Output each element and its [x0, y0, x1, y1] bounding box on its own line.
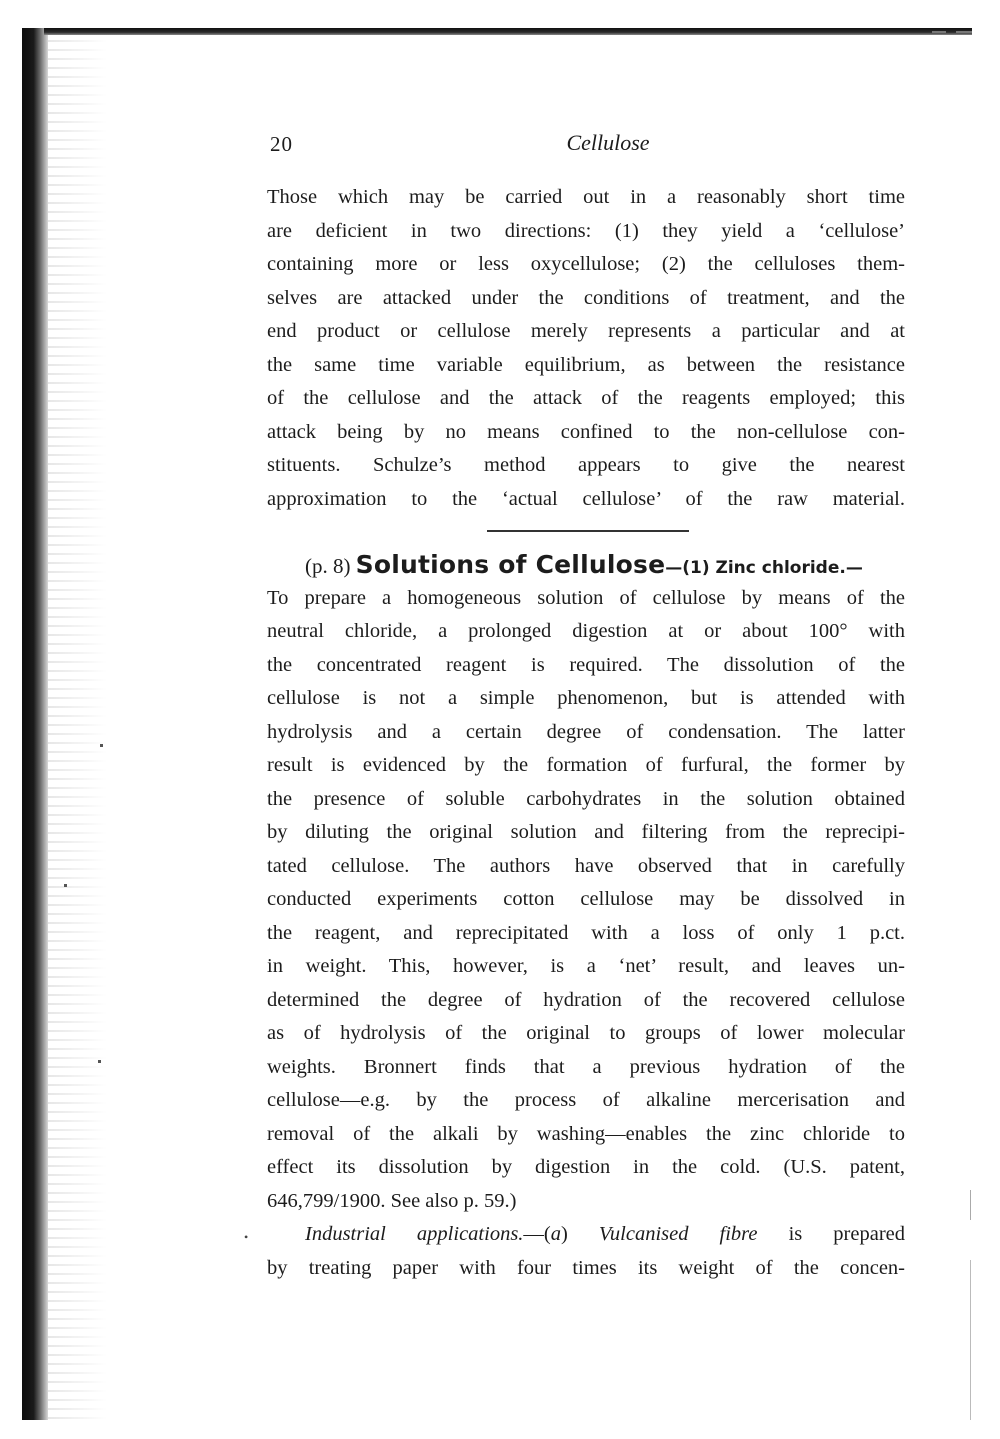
- text-line: attack being by no means confined to the non-cellulose con-: [267, 420, 905, 443]
- paren-close: ): [561, 1223, 599, 1245]
- industrial-applications-line: [267, 1218, 905, 1252]
- industrial-applications-lead: Industrial applications.: [305, 1223, 524, 1245]
- text-line: weights. Bronnert finds that a previous hydration of the: [267, 1055, 905, 1078]
- text-line: removal of the alkali by washing—enables the zinc chloride to: [267, 1122, 905, 1145]
- text-line: cellulose—e.g. by the process of alkaline mercerisation and: [267, 1089, 905, 1111]
- text-line: hydrolysis and a certain degree of condensation. The latter: [267, 720, 905, 743]
- paragraph-continuation: [267, 181, 905, 516]
- text-line: by diluting the original solution and filtering from the reprecipi-: [267, 821, 905, 843]
- section-subhead: —(1) Zinc chloride.—: [665, 558, 863, 578]
- text-line: 646,799/1900. See also p. 59.): [267, 1189, 517, 1212]
- text-line: as of hydrolysis of the original to groups of lower molecular: [267, 1022, 905, 1044]
- scan-edge-line: [970, 1190, 971, 1220]
- text-line: Those which may be carried out in a reasonably short time: [267, 186, 905, 208]
- text-line: in weight. This, however, is a ‘net’ result, and leaves un-: [267, 955, 905, 977]
- item-letter: a: [550, 1223, 561, 1245]
- scan-speck: [100, 744, 103, 747]
- scan-dash: [932, 31, 946, 33]
- text-line: tated cellulose. The authors have observed that in carefully: [267, 854, 905, 877]
- text-line: of the cellulose and the attack of the reagents employed; this: [267, 387, 905, 409]
- scan-dash: [956, 31, 972, 33]
- text-line: neutral chloride, a prolonged digestion at or about 100° with: [267, 620, 905, 642]
- text-line: stituents. Schulze’s method appears to give the nearest: [267, 454, 905, 476]
- section-title: Solutions of Cellulose: [355, 550, 666, 579]
- page-number: 20: [270, 132, 293, 156]
- text-line: determined the degree of hydration of the recovered cellulose: [267, 988, 905, 1011]
- text-line: the concentrated reagent is required. The dissolution of the: [267, 653, 905, 676]
- section-heading: [267, 548, 905, 582]
- scan-edge-texture: [48, 40, 108, 1420]
- text-line: cellulose is not a simple phenomenon, but is attended with: [267, 687, 905, 709]
- running-title: Cellulose: [566, 130, 650, 155]
- page-header: [268, 128, 908, 164]
- text-line: the same time variable equilibrium, as between the resistance: [267, 353, 905, 376]
- book-spine-shadow: [22, 28, 48, 1420]
- page-reference: (p. 8): [305, 554, 351, 578]
- vulcanised-fibre-term: Vulcanised fibre: [598, 1223, 758, 1245]
- text-line: containing more or less oxycellulose; (2) the celluloses them-: [267, 253, 905, 275]
- text-line: result is evidenced by the formation of furfural, the former by: [267, 754, 905, 776]
- text-line: To prepare a homogeneous solution of cellulose by means of the: [267, 586, 905, 609]
- text-line: end product or cellulose merely represents a particular and at: [267, 320, 905, 342]
- text-line: by treating paper with four times its weight of the concen-: [267, 1256, 905, 1279]
- scan-speck: [64, 884, 67, 887]
- text-line: the reagent, and reprecipitated with a loss of only 1 p.ct.: [267, 921, 905, 944]
- text-line: the presence of soluble carbohydrates in the solution obtained: [267, 787, 905, 810]
- section-divider: [487, 530, 689, 532]
- scan-edge-line: [970, 1260, 971, 1420]
- line-rest: is prepared: [757, 1223, 906, 1245]
- text-line: selves are attacked under the conditions of treatment, and the: [267, 286, 905, 309]
- scan-speck: [98, 1060, 101, 1063]
- scan-top-edge: [44, 28, 972, 35]
- text-line: effect its dissolution by digestion in the cold. (U.S. patent,: [267, 1156, 905, 1178]
- text-line: conducted experiments cotton cellulose may be dissolved in: [267, 888, 905, 910]
- section-solutions-of-cellulose: [267, 548, 905, 1285]
- dash-open: —(: [523, 1223, 551, 1245]
- text-line: approximation to the ‘actual cellulose’ of the raw material.: [267, 487, 905, 510]
- text-line: are deficient in two directions: (1) they yield a ‘cellulose’: [267, 219, 905, 242]
- margin-mark: •: [244, 1230, 249, 1244]
